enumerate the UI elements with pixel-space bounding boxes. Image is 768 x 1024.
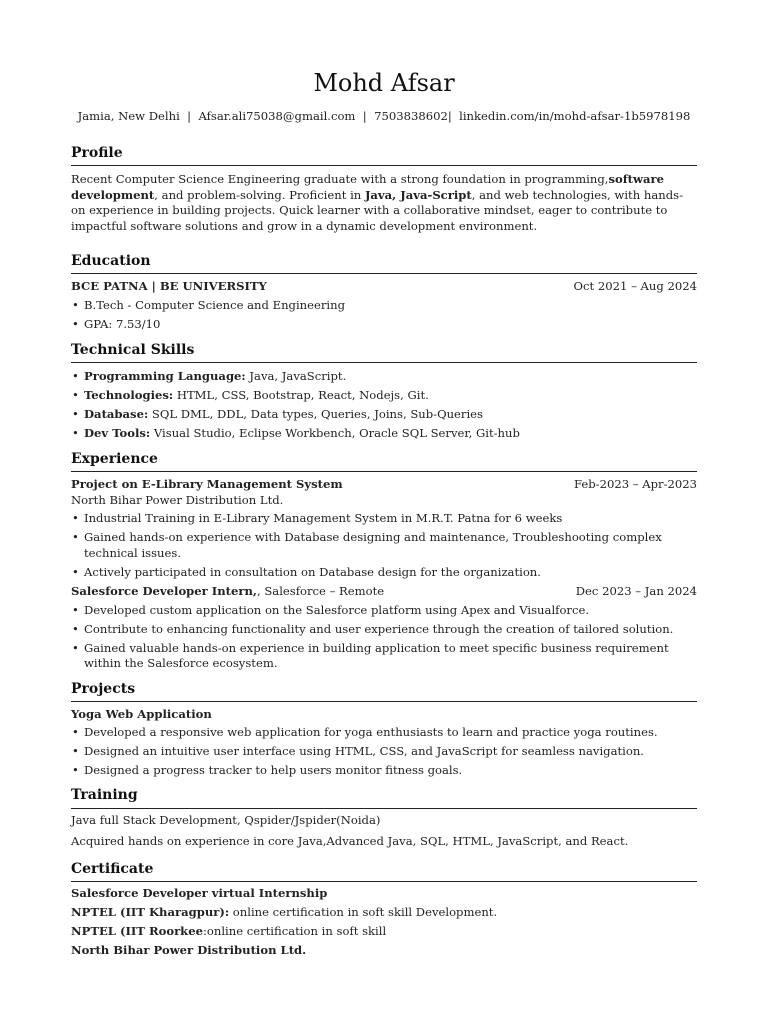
certificate-item: NPTEL (IIT Roorkee:online certification in soft skill xyxy=(71,923,387,938)
list-item: • Developed a responsive web application for yoga enthusiasts to learn and practice yoga routines. xyxy=(71,725,697,741)
education-dates: Oct 2021 – Aug 2024 xyxy=(573,279,697,294)
list-item: • Industrial Training in E-Library Management System in M.R.T. Patna for 6 weeks xyxy=(71,511,697,527)
list-item: • Designed a progress tracker to help users monitor fitness goals. xyxy=(71,763,697,779)
email-link[interactable]: Afsar.ali75038@gmail.com xyxy=(198,109,356,123)
experience-section xyxy=(71,450,697,672)
education-header xyxy=(71,279,697,294)
linkedin-link[interactable]: linkedin.com/in/mohd-afsar-1b5978198 xyxy=(459,109,691,123)
section-title-projects: Projects xyxy=(71,680,697,702)
section-title-skills: Technical Skills xyxy=(71,341,697,363)
job-bullets xyxy=(71,603,697,672)
training-section xyxy=(71,786,697,848)
section-title-certificate: Certificate xyxy=(71,860,697,882)
job-role-line: Salesforce Developer Intern,, Salesforce – Remote xyxy=(71,584,385,598)
list-item: • Dev Tools: Visual Studio, Eclipse Workbench, Oracle SQL Server, Git-hub xyxy=(71,426,697,442)
job-dates: Dec 2023 – Jan 2024 xyxy=(575,584,697,598)
list-item: • Programming Language: Java, JavaScript. xyxy=(71,369,697,385)
job-bullets xyxy=(71,511,697,580)
list-item: • Database: SQL DML, DDL, Data types, Queries, Joins, Sub-Queries xyxy=(71,407,697,423)
list-item: • Contribute to enhancing functionality and user experience through the creation of tailored solution. xyxy=(71,622,697,638)
education-section xyxy=(71,252,697,332)
job-header xyxy=(71,584,697,600)
job-header xyxy=(71,477,697,492)
list-item: • Technologies: HTML, CSS, Bootstrap, React, Nodejs, Git. xyxy=(71,388,697,404)
certificate-section xyxy=(71,860,697,958)
job-organization: North Bihar Power Distribution Ltd. xyxy=(71,492,284,507)
project-header xyxy=(71,707,697,722)
contact-line: Jamia, New Delhi | Afsar.ali75038@gmail.com | 7503838602| linkedin.com/in/mohd-afsar-1b5978198 xyxy=(77,109,691,123)
certificate-item: Salesforce Developer virtual Internship xyxy=(71,885,328,900)
list-item: • Designed an intuitive user interface using HTML, CSS, and JavaScript for seamless navigation. xyxy=(71,744,697,760)
training-course: Java full Stack Development, Qspider/Jspider(Noida) xyxy=(71,812,381,827)
certificate-item: NPTEL (IIT Kharagpur): online certification in soft skill Development. xyxy=(71,904,498,919)
project-name: Yoga Web Application xyxy=(71,706,212,721)
training-description: Acquired hands on experience in core Java,Advanced Java, SQL, HTML, JavaScript, and React. xyxy=(71,833,629,848)
job-role: Project on E-Library Management System xyxy=(71,476,343,491)
list-item: • B.Tech - Computer Science and Engineering xyxy=(71,298,697,314)
skills-section xyxy=(71,341,697,442)
section-title-education: Education xyxy=(71,252,697,274)
project-bullets xyxy=(71,725,697,779)
section-title-experience: Experience xyxy=(71,450,697,472)
education-list xyxy=(71,298,697,333)
location: Jamia, New Delhi xyxy=(77,109,180,123)
list-item: • Developed custom application on the Salesforce platform using Apex and Visualforce. xyxy=(71,603,697,619)
institution: BCE PATNA | BE UNIVERSITY xyxy=(71,279,267,294)
phone: 7503838602 xyxy=(374,109,448,123)
candidate-name: Mohd Afsar xyxy=(313,69,455,97)
projects-section xyxy=(71,680,697,779)
list-item: • GPA: 7.53/10 xyxy=(71,317,697,333)
list-item: • Gained hands-on experience with Database designing and maintenance, Troubleshooting complex technical issues. xyxy=(71,530,697,561)
skills-list xyxy=(71,369,697,442)
list-item: • Actively participated in consultation on Database design for the organization. xyxy=(71,565,697,581)
job-dates: Feb-2023 – Apr-2023 xyxy=(573,476,697,491)
profile-summary: Recent Computer Science Engineering graduate with a strong foundation in programming,software development, and problem-solving. Proficient in Java, Java-Script, and web technologies, with hands-on experience in building projects. Quick learner with a collaborative mindset, eager to contribute to impactful software solutions and grow in a dynamic development environment. xyxy=(71,172,683,233)
certificate-item: North Bihar Power Distribution Ltd. xyxy=(71,943,307,958)
section-title-training: Training xyxy=(71,786,697,808)
section-title-profile: Profile xyxy=(71,144,697,166)
profile-section xyxy=(71,144,697,234)
list-item: • Gained valuable hands-on experience in building application to meet specific business requirement within the Salesforce ecosystem. xyxy=(71,641,697,672)
